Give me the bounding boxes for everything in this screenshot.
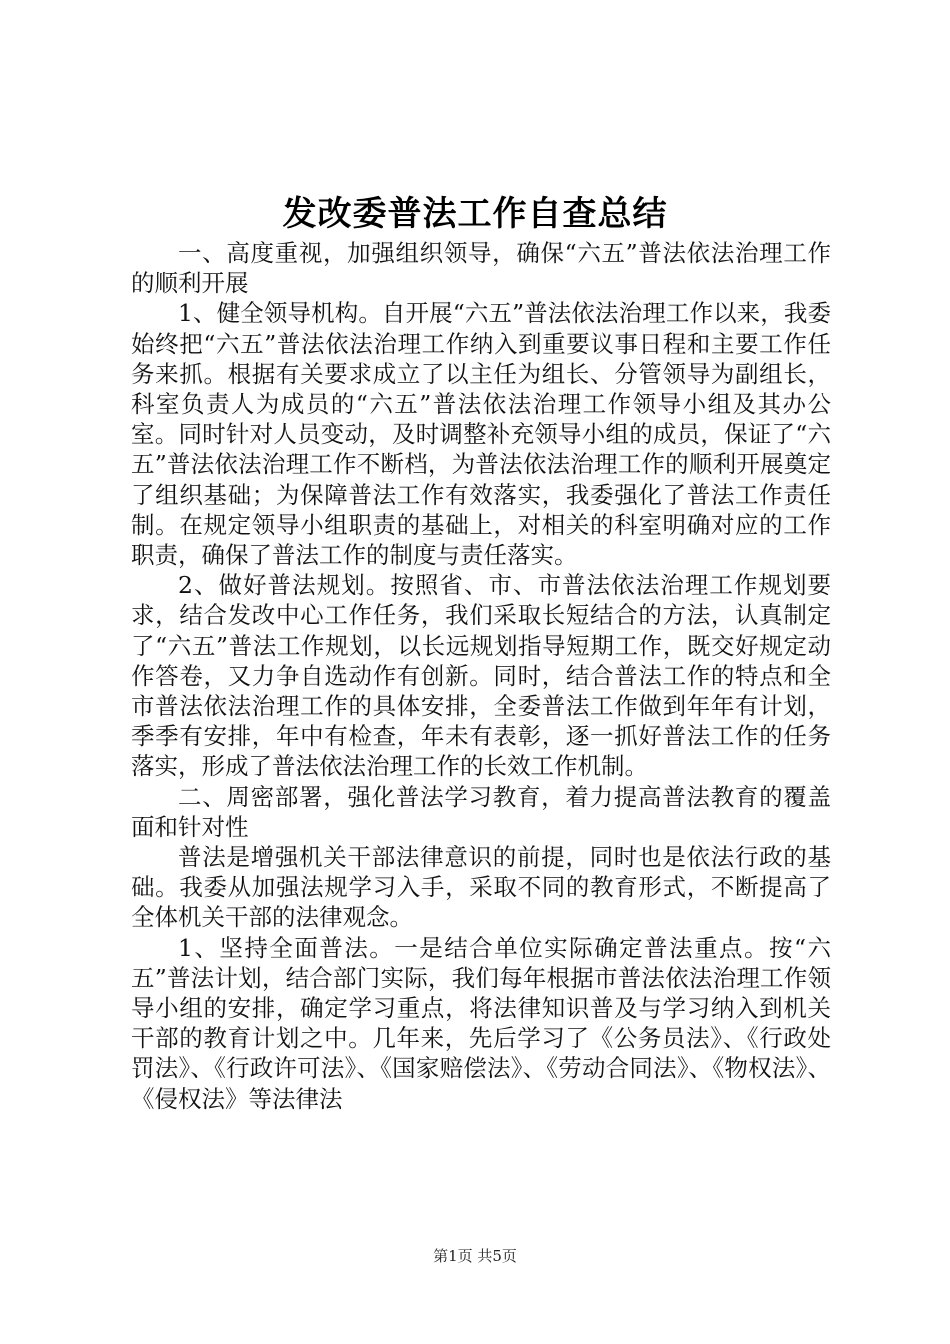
page-footer: 第1页 共5页 [433,1247,517,1265]
paragraph: 2、做好普法规划。按照省、市、市普法依法治理工作规划要求，结合发改中心工作任务，我们采取长短结合的方法，认真制定了“六五”普法工作规划，以长远规划指导短期工作，既交好规定动作答卷，又力争自选动作有创新。同时，结合普法工作的特点和全市普法依法治理工作的具体安排，全委普法工作做到年年有计划，季季有安排，年中有检查，年未有表彰，逐一抓好普法工作的任务落实，形成了普法依法治理工作的长效工作机制。 [131,571,831,781]
paragraph: 1、健全领导机构。自开展“六五”普法依法治理工作以来，我委始终把“六五”普法依法治理工作纳入到重要议事日程和主要工作任务来抓。根据有关要求成立了以主任为组长、分管领导为副组长，科室负责人为成员的“六五”普法依法治理工作领导小组及其办公室。同时针对人员变动，及时调整补充领导小组的成员，保证了“六五”普法依法治理工作不断档，为普法依法治理工作的顺利开展奠定了组织基础；为保障普法工作有效落实，我委强化了普法工作责任制。在规定领导小组职责的基础上，对相关的科室明确对应的工作职责，确保了普法工作的制度与责任落实。 [131,299,831,570]
section-heading-1: 一、高度重视，加强组织领导，确保“六五”普法依法治理工作的顺利开展 [131,239,831,298]
paragraph: 普法是增强机关干部法律意识的前提，同时也是依法行政的基础。我委从加强法规学习入手，采取不同的教育形式，不断提高了全体机关干部的法律观念。 [131,843,831,932]
paragraph: 1、坚持全面普法。一是结合单位实际确定普法重点。按“六五”普法计划，结合部门实际，我们每年根据市普法依法治理工作领导小组的安排，确定学习重点，将法律知识普及与学习纳入到机关干部的教育计划之中。几年来，先后学习了《公务员法》、《行政处罚法》、《行政许可法》、《国家赔偿法》、《劳动合同法》、《物权法》、《侵权法》等法律法 [131,933,831,1113]
section-heading-2: 二、周密部署，强化普法学习教育，着力提高普法教育的覆盖面和针对性 [131,782,831,841]
document-title: 发改委普法工作自查总结 [282,194,668,234]
document-body [131,238,831,1114]
